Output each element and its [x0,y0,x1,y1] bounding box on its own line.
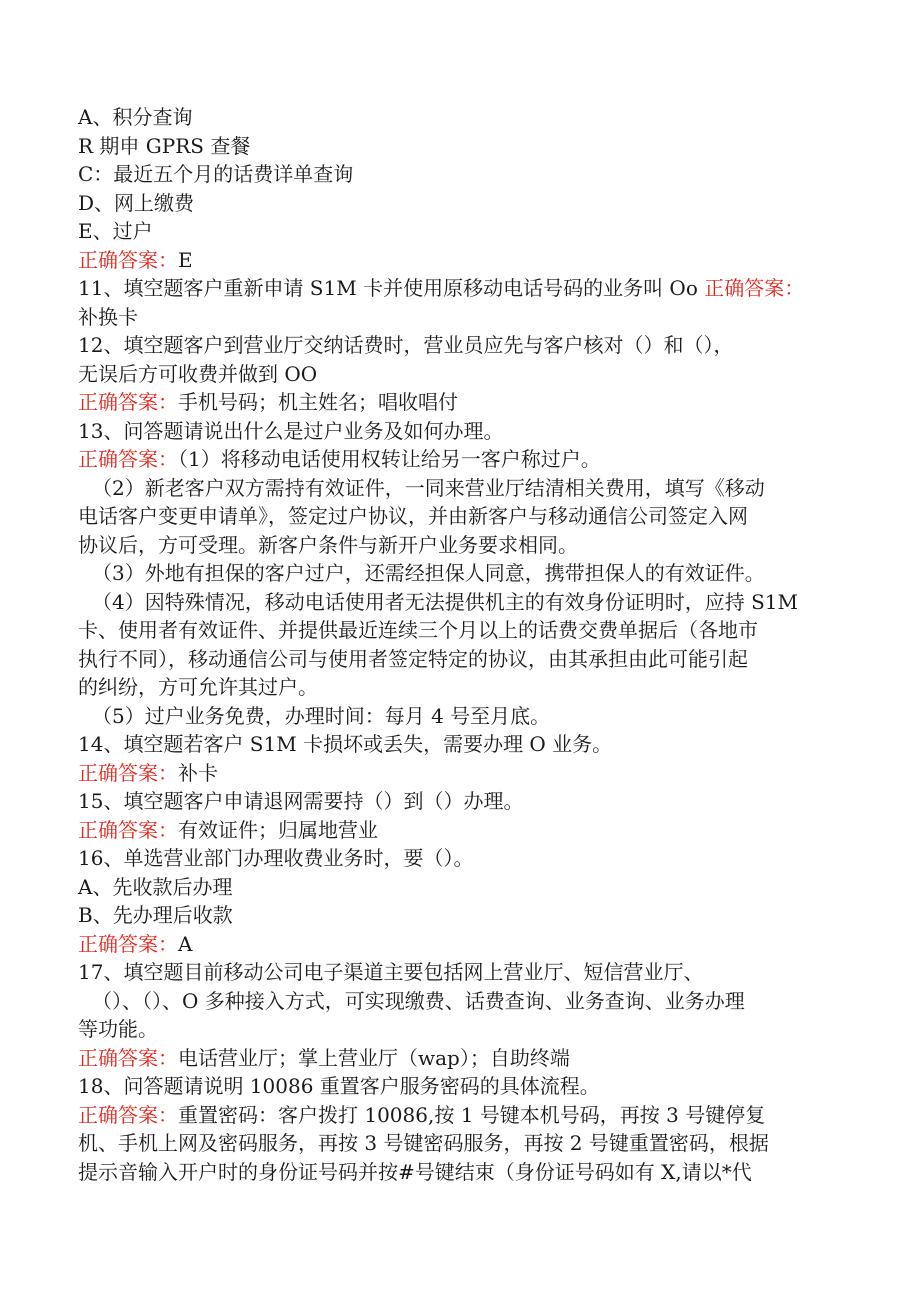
answer-line [78,1044,848,1073]
line-text: 提示音输入开户时的身份证号码并按#号键结束（身份证号码如有 X,请以*代 [78,1159,752,1184]
text-line [78,559,848,588]
line-text: 协议后，方可受理。新客户条件与新开户业务要求相同。 [78,532,578,557]
line-text: （1）将移动电话使用权转让给另一客户称过户。 [178,447,601,471]
line-text: A、先收款后办理 [78,874,233,899]
text-line [78,1129,848,1158]
answer-label: 正确答案： [704,276,805,300]
line-text: 补卡 [178,760,218,785]
line-text: （2）新老客户双方需持有效证件，一同来营业厅结清相关费用，填写《移动 [92,475,765,500]
text-line [78,474,848,503]
answer-line [78,759,848,788]
line-text: （3）外地有担保的客户过户，还需经担保人同意，携带担保人的有效证件。 [92,561,765,585]
line-text: C：最近五个月的话费详单查询 [78,162,354,186]
answer-line [78,388,848,417]
text-line [78,702,848,731]
line-text: 有效证件；归属地营业 [178,817,378,842]
text-line [78,217,848,246]
line-text: 电话客户变更申请单》，签定过户协议，并由新客户与移动通信公司签定入网 [78,504,748,528]
line-text: 17、填空题目前移动公司电子渠道主要包括网上营业厅、短信营业厅、 [78,960,704,984]
text-line [78,417,848,446]
answer-label: 正确答案： [78,247,178,272]
text-line [78,645,848,674]
answer-label: 正确答案： [78,1045,178,1070]
line-text: E、过户 [78,219,153,243]
line-text: 13、问答题请说出什么是过户业务及如何办理。 [78,418,504,443]
line-text: B、先办理后收款 [78,903,233,927]
line-text: （5）过户业务免费，办理时间：每月 4 号至月底。 [92,703,551,728]
text-line [78,588,848,617]
text-line [78,673,848,702]
text-line [78,616,848,645]
line-text: 机、手机上网及密码服务，再按 3 号键密码服务，再按 2 号键重置密码，根据 [78,1131,769,1155]
line-text: （4）因特殊情况，移动电话使用者无法提供机主的有效身份证明时，应持 S1M [92,589,798,614]
answer-label: 正确答案： [78,447,178,471]
text-line [78,103,848,132]
answer-label: 正确答案： [78,931,178,956]
text-line [78,1158,848,1187]
answer-line [78,445,848,474]
line-text: A [178,931,193,956]
answer-label: 正确答案： [78,390,178,414]
line-text: 12、填空题客户到营业厅交纳话费时，营业员应先与客户核对（）和（）， [78,333,734,357]
text-line [78,160,848,189]
text-line [78,274,848,303]
line-text: 15、填空题客户申请退网需要持（）到（）办理。 [78,789,524,813]
text-line [78,132,848,161]
answer-line [78,246,848,275]
line-text: 无误后方可收费并做到 OO [78,361,318,386]
answer-label: 正确答案： [78,1102,178,1127]
line-text: 补换卡 [78,304,138,329]
text-line [78,844,848,873]
text-line [78,303,848,332]
text-line [78,331,848,360]
line-text: 18、问答题请说明 10086 重置客户服务密码的具体流程。 [78,1074,600,1098]
line-text: A、积分查询 [78,105,193,129]
text-line [78,873,848,902]
text-line [78,787,848,816]
text-line [78,189,848,218]
line-text: 11、填空题客户重新申请 S1M 卡并使用原移动电话号码的业务叫 Oo [78,276,705,300]
text-line [78,987,848,1016]
line-text: 执行不同），移动通信公司与使用者签定特定的协议，由其承担由此可能引起 [78,646,748,671]
text-line [78,901,848,930]
line-text: D、网上缴费 [78,190,195,215]
line-text: 手机号码；机主姓名；唱收唱付 [178,390,458,414]
text-line [78,531,848,560]
line-text: 卡、使用者有效证件、并提供最近连续三个月以上的话费交费单据后（各地市 [78,618,758,642]
line-text: （）、（）、O 多种接入方式，可实现缴费、话费查询、业务查询、业务办理 [92,988,745,1013]
text-line [78,1015,848,1044]
line-text: 等功能。 [78,1017,158,1041]
text-line [78,360,848,389]
line-text: E [178,247,193,272]
text-line [78,958,848,987]
line-text: 重置密码：客户拨打 10086,按 1 号键本机号码，再按 3 号键停复 [178,1102,766,1127]
line-text: 电话营业厅；掌上营业厅（wap）；自助终端 [178,1045,570,1070]
document-body [78,103,848,1186]
text-line [78,502,848,531]
text-line [78,730,848,759]
answer-label: 正确答案： [78,817,178,842]
line-text: R 期申 GPRS 查餐 [78,133,251,158]
line-text: 14、填空题若客户 S1M 卡损坏或丢失，需要办理 O 业务。 [78,732,613,756]
answer-line [78,1101,848,1130]
answer-line [78,930,848,959]
line-text: 的纠纷，方可允许其过户。 [78,675,318,699]
line-text: 16、单选营业部门办理收费业务时，要（）。 [78,846,474,870]
answer-line [78,816,848,845]
text-line [78,1072,848,1101]
answer-label: 正确答案： [78,760,178,785]
